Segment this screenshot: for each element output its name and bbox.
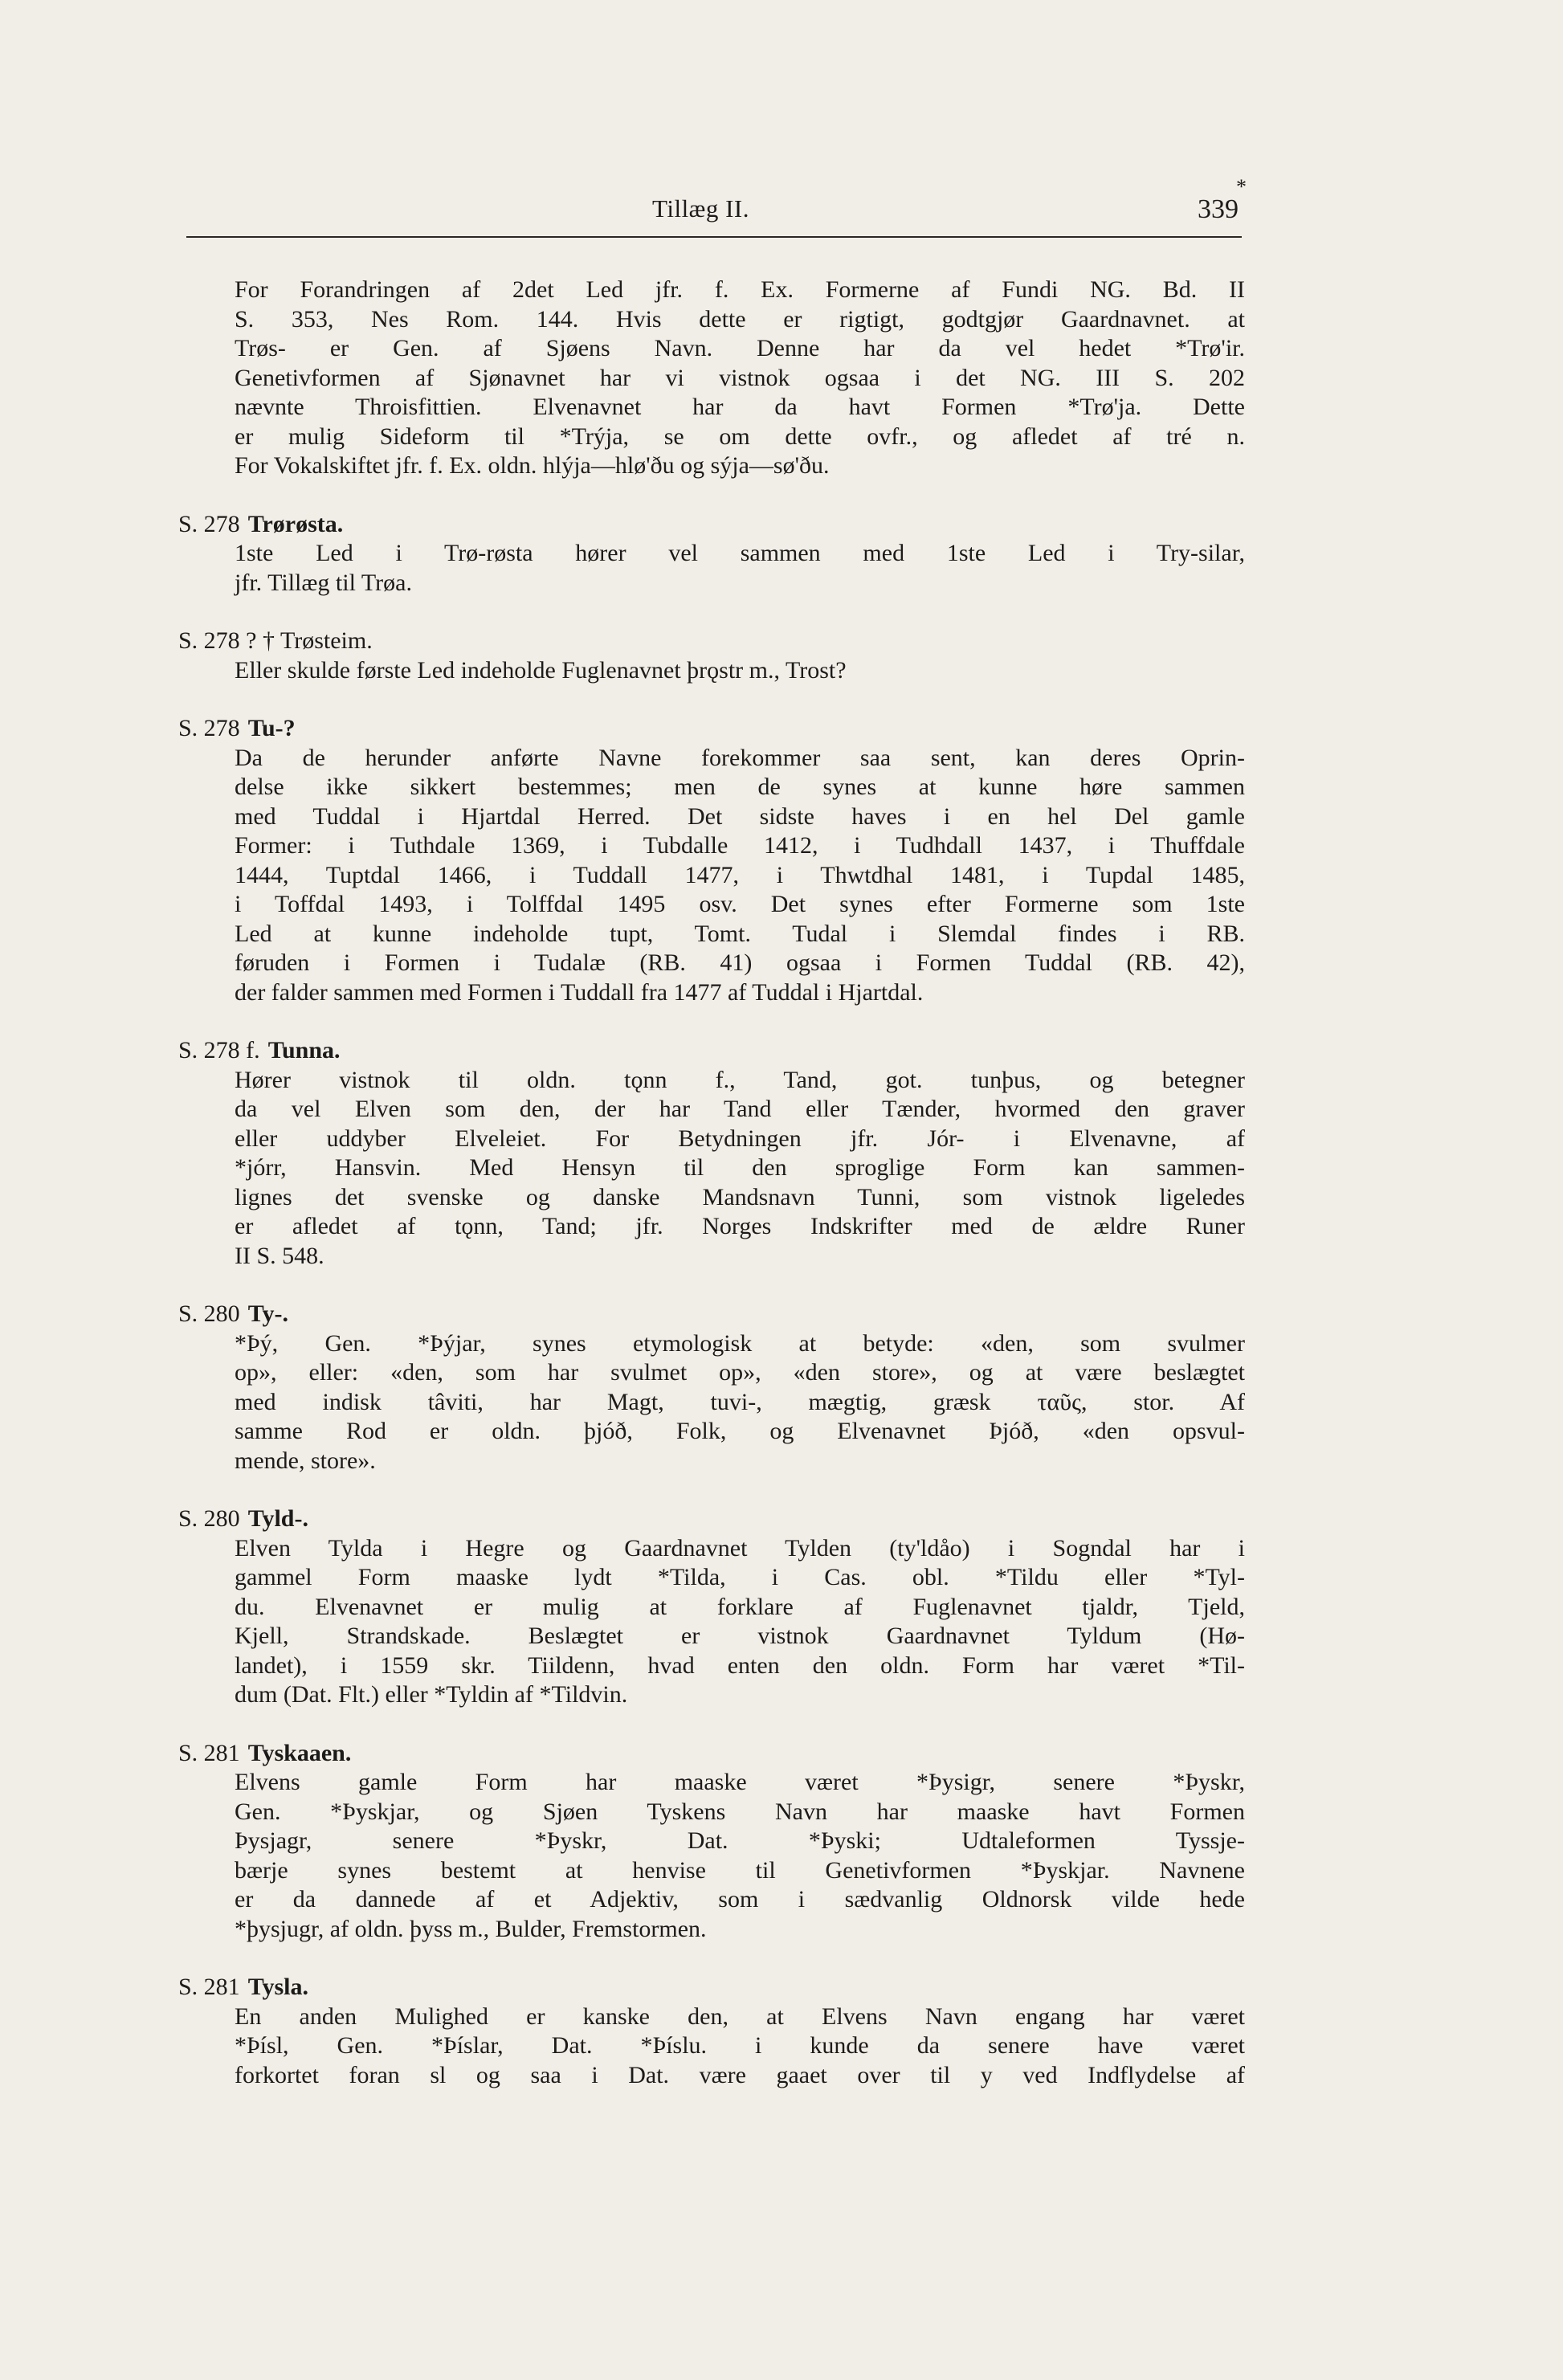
- text-line: med indisk tâviti, har Magt, tuvi-, mægtig, græsk ταῦς, stor. Af: [235, 1388, 1245, 1415]
- text-line: Trøs- er Gen. af Sjøens Navn. Denne har da vel hedet *Trø'ir.: [235, 335, 1245, 361]
- text-line: forkortet foran sl og saa i Dat. være gaaet over til y ved Indflydelse af: [235, 2061, 1245, 2088]
- entry-tu: [178, 714, 1245, 1007]
- text-line: *þysjugr, af oldn. þyss m., Bulder, Fremstormen.: [235, 1915, 707, 1942]
- entry-headword: Tunna.: [267, 1037, 341, 1063]
- entry-headword: Tysla.: [247, 1974, 308, 2000]
- entry-ref: S. 280: [178, 1300, 240, 1327]
- text-line: Hører vistnok til oldn. tǫnn f., Tand, got. tunþus, og betegner: [235, 1066, 1245, 1093]
- text-line: 1444, Tuptdal 1466, i Tuddall 1477, i Thwtdhal 1481, i Tupdal 1485,: [235, 861, 1245, 888]
- text-line: For Vokalskiftet jfr. f. Ex. oldn. hlýja—hlø'ðu og sýja—sø'ðu.: [235, 452, 830, 479]
- text-line: jfr. Tillæg til Trøa.: [235, 569, 412, 596]
- page-header: [186, 175, 1247, 233]
- text-line: Þysjagr, senere *Þyskr, Dat. *Þyski; Udtaleformen Tyssje-: [235, 1827, 1245, 1854]
- entry-ref: S. 278: [178, 510, 240, 537]
- entry-headword: Tyld-.: [247, 1505, 308, 1532]
- text-line: du. Elvenavnet er mulig at forklare af Fuglenavnet tjaldr, Tjeld,: [235, 1593, 1245, 1620]
- entry-trorosta: [178, 510, 1245, 598]
- text-line: delse ikke sikkert bestemmes; men de synes at kunne høre sammen: [235, 774, 1245, 800]
- entry-ref: S. 278 ? † Trøsteim.: [178, 627, 373, 654]
- text-line: En anden Mulighed er kanske den, at Elvens Navn engang har været: [235, 2002, 1245, 2030]
- text-line: *Þísl, Gen. *Þíslar, Dat. *Þíslu. i kunde da senere have været: [235, 2032, 1245, 2059]
- entry-tyld: [178, 1504, 1245, 1710]
- entry-heading: [178, 714, 1245, 744]
- entry-heading: [178, 1973, 1245, 2002]
- text-line: i Toffdal 1493, i Tolffdal 1495 osv. Det synes efter Formerne som 1ste: [235, 891, 1245, 917]
- entry-heading: [178, 1504, 1245, 1534]
- text-line: da vel Elven som den, der har Tand eller Tænder, hvormed den graver: [235, 1096, 1245, 1122]
- text-line: Gen. *Þyskjar, og Sjøen Tyskens Navn har maaske havt Formen: [235, 1798, 1245, 1825]
- text-line: 1ste Led i Trø-røsta hører vel sammen med 1ste Led i Try-silar,: [235, 540, 1245, 566]
- entry-heading: [178, 510, 1245, 540]
- text-line: Eller skulde første Led indeholde Fuglenavnet þrǫstr m., Trost?: [235, 656, 847, 684]
- page-body: [178, 276, 1245, 2090]
- intro-paragraph: [178, 276, 1245, 481]
- entry-headword: Tyskaaen.: [247, 1739, 352, 1766]
- text-line: Led at kunne indeholde tupt, Tomt. Tudal i Slemdal findes i RB.: [235, 920, 1245, 947]
- text-line: Kjell, Strandskade. Beslægtet er vistnok Gaardnavnet Tyldum (Hø-: [235, 1623, 1245, 1649]
- entry-headword: Trørøsta.: [247, 510, 344, 537]
- text-line: S. 353, Nes Rom. 144. Hvis dette er rigtigt, godtgjør Gaardnavnet. at: [235, 305, 1245, 333]
- entry-tysla: [178, 1973, 1245, 2090]
- text-line: mende, store».: [235, 1447, 376, 1474]
- text-line: eller uddyber Elveleiet. For Betydningen jfr. Jór- i Elvenavne, af: [235, 1125, 1245, 1152]
- entry-tunna: [178, 1036, 1245, 1271]
- page-number: 339: [1198, 194, 1239, 224]
- entry-ty: [178, 1300, 1245, 1476]
- text-line: er da dannede af et Adjektiv, som i sædvanlig Oldnorsk vilde hede: [235, 1886, 1245, 1913]
- text-line: For Forandringen af 2det Led jfr. f. Ex. Formerne af Fundi NG. Bd. II: [235, 276, 1245, 303]
- text-line: samme Rod er oldn. þjóð, Folk, og Elvenavnet Þjóð, «den opsvul-: [235, 1418, 1245, 1444]
- text-line: Genetivformen af Sjønavnet har vi vistnok ogsaa i det NG. III S. 202: [235, 364, 1245, 391]
- text-line: *jórr, Hansvin. Med Hensyn til den sproglige Form kan sammen-: [235, 1154, 1245, 1181]
- entry-headword: Ty-.: [247, 1300, 288, 1327]
- entry-ref: S. 281: [178, 1974, 240, 2000]
- entry-trosteim: [178, 627, 1245, 685]
- text-line: bærje synes bestemt at henvise til Genetivformen *Þyskjar. Navnene: [235, 1856, 1245, 1884]
- header-rule: [186, 236, 1242, 238]
- text-line: gammel Form maaske lydt *Tilda, i Cas. obl. *Tildu eller *Tyl-: [235, 1564, 1245, 1590]
- page-mark: *: [1236, 175, 1247, 198]
- text-line: Elvens gamle Form har maaske været *Þysigr, senere *Þyskr,: [235, 1769, 1245, 1795]
- text-line: med Tuddal i Hjartdal Herred. Det sidste haves i en hel Del gamle: [235, 802, 1245, 830]
- entry-ref: S. 278 f.: [178, 1037, 260, 1063]
- entry-ref: S. 280: [178, 1505, 240, 1532]
- text-line: lignes det svenske og danske Mandsnavn Tunni, som vistnok ligeledes: [235, 1183, 1245, 1210]
- text-line: op», eller: «den, som har svulmet op», «den store», og at være beslægtet: [235, 1359, 1245, 1386]
- entry-heading: [178, 1739, 1245, 1769]
- text-line: dum (Dat. Flt.) eller *Tyldin af *Tildvin.: [235, 1681, 628, 1708]
- entry-headword: Tu-?: [247, 715, 296, 741]
- entry-ref: S. 281: [178, 1739, 240, 1766]
- text-line: Elven Tylda i Hegre og Gaardnavnet Tylden (ty'ldåo) i Sogndal har i: [235, 1534, 1245, 1561]
- text-line: Former: i Tuthdale 1369, i Tubdalle 1412, i Tudhdall 1437, i Thuffdale: [235, 832, 1245, 859]
- text-line: landet), i 1559 skr. Tiildenn, hvad enten den oldn. Form har været *Til-: [235, 1651, 1245, 1679]
- text-line: Da de herunder anførte Navne forekommer saa sent, kan deres Oprin-: [235, 744, 1245, 771]
- text-line: der falder sammen med Formen i Tuddall fra 1477 af Tuddal i Hjartdal.: [235, 978, 924, 1006]
- entry-ref: S. 278: [178, 715, 240, 741]
- text-line: føruden i Formen i Tudalæ (RB. 41) ogsaa i Formen Tuddal (RB. 42),: [235, 949, 1245, 976]
- text-line: II S. 548.: [235, 1242, 324, 1269]
- text-line: er mulig Sideform til *Trýja, se om dette ovfr., og afledet af tré n.: [235, 423, 1245, 450]
- entry-tyskaaen: [178, 1739, 1245, 1945]
- entry-heading: [178, 1300, 1245, 1329]
- text-line: er afledet af tǫnn, Tand; jfr. Norges Indskrifter med de ældre Runer: [235, 1213, 1245, 1239]
- text-line: *Þý, Gen. *Þýjar, synes etymologisk at betyde: «den, som svulmer: [235, 1329, 1245, 1357]
- text-line: nævnte Throisfittien. Elvenavnet har da havt Formen *Trø'ja. Dette: [235, 394, 1245, 420]
- entry-heading: [178, 1036, 1245, 1066]
- entry-heading: [178, 627, 1245, 656]
- running-title: Tillæg II.: [652, 194, 750, 222]
